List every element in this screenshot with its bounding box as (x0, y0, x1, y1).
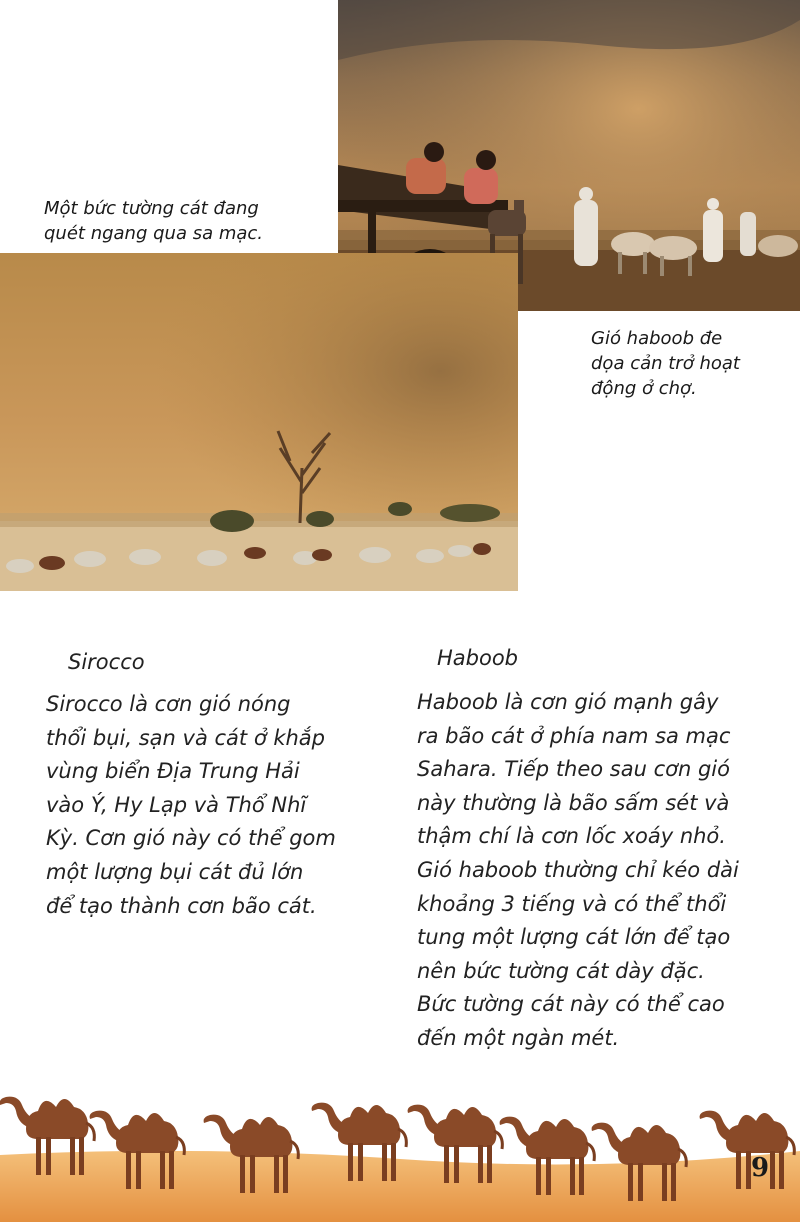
text-line: nên bức tường cát dày đặc. (417, 958, 705, 983)
page-number: 9 (751, 1153, 770, 1183)
text-line: này thường là bão sấm sét và (417, 790, 730, 815)
text-line: ra bão cát ở phía nam sa mạc (417, 723, 731, 748)
text-line: Sahara. Tiếp theo sau cơn gió (417, 757, 730, 782)
photo-sand-wall (0, 253, 518, 591)
text-line: vùng biển Địa Trung Hải (46, 759, 300, 784)
text-line: tung một lượng cát lớn để tạo (417, 925, 731, 950)
sirocco-heading: Sirocco (68, 650, 145, 674)
text-line: Gió haboob thường chỉ kéo dài (417, 857, 739, 882)
text-line: khoảng 3 tiếng và có thể thổi (417, 891, 727, 916)
text-line: thổi bụi, sạn và cát ở khắp (46, 725, 326, 750)
caption-line: dọa cản trở hoạt (591, 353, 740, 374)
text-line: để tạo thành cơn bão cát. (46, 893, 317, 918)
caption-sand-wall (44, 196, 263, 246)
haboob-paragraph (417, 686, 739, 1056)
text-line: một lượng bụi cát đủ lớn (46, 859, 304, 884)
text-line: vào Ý, Hy Lạp và Thổ Nhĩ (46, 792, 307, 817)
caption-line: Gió haboob đe (591, 328, 723, 349)
text-line: Bức tường cát này có thể cao (417, 992, 725, 1017)
text-line: Sirocco là cơn gió nóng (46, 692, 291, 716)
text-line: thậm chí là cơn lốc xoáy nhỏ. (417, 824, 726, 849)
text-line: Kỳ. Cơn gió này có thể gom (46, 826, 336, 851)
text-line: Haboob là cơn gió mạnh gây (417, 690, 719, 714)
caption-line: Một bức tường cát đang (44, 198, 259, 219)
camel-caravan-illustration (0, 1075, 800, 1222)
caption-market (591, 326, 740, 401)
caption-line: quét ngang qua sa mạc. (44, 223, 264, 244)
sirocco-paragraph (46, 688, 336, 923)
text-line: đến một ngàn mét. (417, 1025, 620, 1050)
haboob-heading: Haboob (437, 646, 519, 670)
caption-line: động ở chợ. (591, 378, 697, 399)
